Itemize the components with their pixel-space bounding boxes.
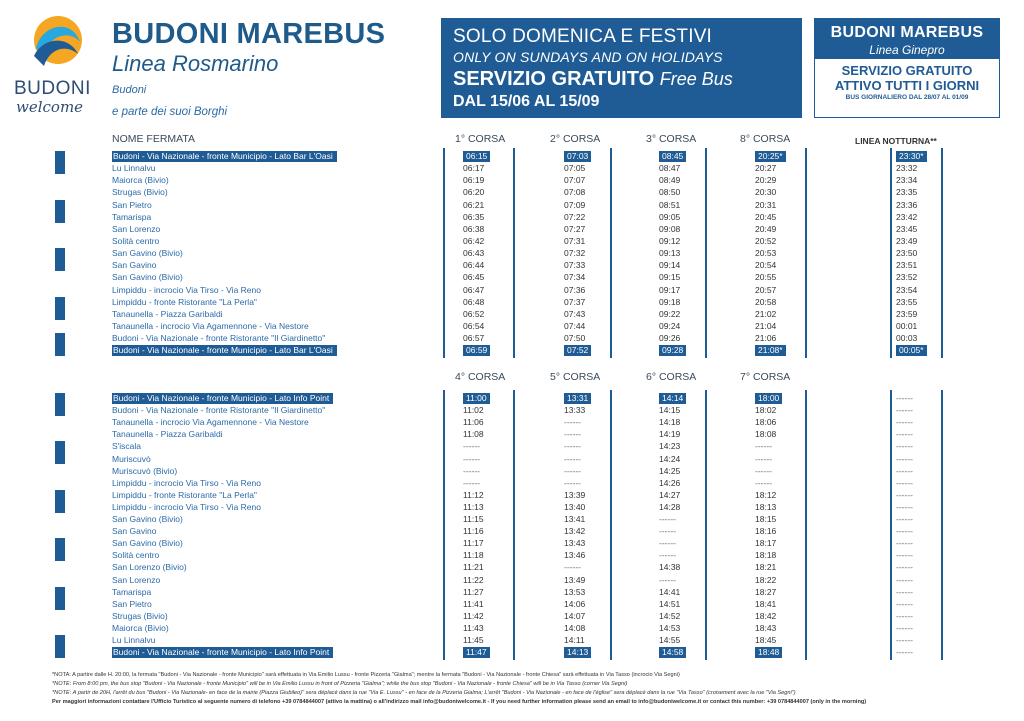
t2-time-cell: ------ bbox=[659, 574, 676, 585]
t2-time-cell: 14:08 bbox=[564, 622, 586, 633]
t2-time-cell: 11:43 bbox=[463, 622, 484, 633]
t2-stop-name: Strugas (Bivio) bbox=[112, 610, 168, 621]
t1-time-cell: 09:26 bbox=[659, 333, 681, 344]
t1-time-cell: 23:35 bbox=[896, 187, 918, 198]
t1-time-cell: 07:09 bbox=[564, 199, 586, 210]
t2-time-cell: 18:13 bbox=[755, 501, 777, 512]
t2-time-cell: ------ bbox=[896, 610, 913, 621]
t1-time-cell: 00:05* bbox=[896, 345, 927, 356]
t2-time-cell: 11:22 bbox=[463, 574, 484, 585]
ginepro-line: Linea Ginepro bbox=[815, 43, 999, 59]
t1-stop-name: San Lorenzo bbox=[112, 223, 161, 234]
t2-time-cell: ------ bbox=[659, 514, 676, 524]
t1-stop-name: Tanaunella - Piazza Garibaldi bbox=[112, 308, 223, 319]
t2-time-cell: 18:02 bbox=[755, 405, 777, 416]
night-line-header: LINEA NOTTURNA** bbox=[855, 136, 937, 146]
t2-time-cell: 13:53 bbox=[564, 586, 586, 597]
t2-time-cell: ------ bbox=[896, 441, 913, 452]
t2-time-cell: ------ bbox=[564, 465, 581, 476]
t2-time-cell: 14:24 bbox=[659, 453, 681, 464]
banner-free-en: Free Bus bbox=[659, 69, 733, 89]
t2-time-cell: 13:33 bbox=[564, 405, 586, 416]
stop-column-header: NOME FERMATA bbox=[112, 133, 196, 145]
t2-time-cell: 18:17 bbox=[755, 538, 777, 549]
t1-stop-name: San Gavino bbox=[112, 260, 157, 271]
t2-stop-name: Lu Linnalvu bbox=[112, 635, 156, 645]
line-name: Linea Rosmarino bbox=[112, 51, 279, 76]
t2-time-cell: ------ bbox=[463, 453, 480, 464]
t2-header-2: 5° CORSA bbox=[550, 371, 601, 383]
t2-stop-name: S'iscala bbox=[112, 441, 142, 452]
t2-row-marker bbox=[55, 393, 65, 416]
t2-stop-name: Budoni - Via Nazionale - fronte Ristorante "Il Giardinetto" bbox=[112, 405, 326, 416]
t1-time-cell: 06:42 bbox=[463, 235, 485, 246]
t2-time-cell: 18:12 bbox=[755, 489, 777, 500]
t2-time-cell: 18:42 bbox=[755, 610, 777, 621]
t1-row-marker bbox=[55, 151, 65, 174]
note-english: *NOTE: From 8:00 pm, the bus stop "Budoni - Via Nazionale - fronte Municipio" will be in Via Emilio Lussu in front of Pizzeria "Gialma"; while the bus stop "Budoni - Via Nazionale - fronte Chiesa" will be in Via Tasso (corner Via Segni) bbox=[52, 681, 628, 687]
t2-time-cell: 14:18 bbox=[659, 417, 681, 428]
t1-header-4: 8° CORSA bbox=[740, 133, 791, 145]
t1-time-cell: 20:29 bbox=[755, 175, 777, 186]
t1-time-cell: 20:31 bbox=[755, 199, 777, 210]
t2-time-cell: 11:21 bbox=[463, 562, 484, 573]
t2-time-cell: 13:39 bbox=[564, 489, 586, 500]
t2-row-marker bbox=[55, 490, 65, 513]
t1-stop-name: Tanaunella - incrocio Via Agamennone - Via Nestore bbox=[112, 320, 309, 331]
t2-time-cell: 18:27 bbox=[755, 586, 777, 597]
t2-time-cell: ------ bbox=[896, 526, 913, 537]
page-title: BUDONI MAREBUS bbox=[112, 18, 386, 50]
t1-row-marker bbox=[55, 333, 65, 356]
t2-time-cell: 14:15 bbox=[659, 405, 681, 416]
note-contact: Per maggiori informazioni contattare l'Ufficio Turistico al seguente numero di telefono +39 0784844007 (attivo la mattina) o all'indirizzo mail info@budoniwelcome.it - If you need further information please send an email to info@budoniwelcome.it or contact this number: +39 0784844007 (only in the morning) bbox=[52, 699, 867, 705]
t2-time-cell: ------ bbox=[896, 514, 913, 524]
t2-time-cell: ------ bbox=[896, 465, 913, 476]
t2-stop-name: San Gavino (Bivio) bbox=[112, 514, 183, 524]
t1-time-cell: 06:45 bbox=[463, 272, 485, 283]
t1-time-cell: 07:50 bbox=[564, 333, 586, 344]
t2-time-cell: ------ bbox=[755, 441, 772, 452]
t2-row-marker bbox=[55, 538, 65, 561]
t2-time-cell: 11:15 bbox=[463, 514, 484, 524]
t2-time-cell: ------ bbox=[896, 417, 913, 428]
banner-dates: DAL 15/06 AL 15/09 bbox=[453, 93, 600, 110]
t2-time-cell: 11:47 bbox=[463, 647, 490, 658]
t2-time-cell: ------ bbox=[755, 465, 772, 476]
t1-time-cell: 06:47 bbox=[463, 284, 485, 295]
t2-time-cell: 13:49 bbox=[564, 574, 586, 585]
banner-free-it: SERVIZIO GRATUITO bbox=[453, 68, 655, 90]
t2-time-cell: 11:18 bbox=[463, 550, 484, 561]
t2-time-cell: ------ bbox=[659, 538, 676, 549]
t2-stop-name: San Lorenzo bbox=[112, 574, 161, 585]
t2-time-cell: ------ bbox=[463, 477, 480, 488]
t2-time-cell: 11:06 bbox=[463, 417, 484, 428]
t1-time-cell: 09:28 bbox=[659, 345, 686, 356]
t2-time-cell: 11:16 bbox=[463, 526, 484, 537]
t2-time-cell: ------ bbox=[896, 393, 913, 403]
t1-time-cell: 06:43 bbox=[463, 248, 485, 259]
t2-time-cell: 11:12 bbox=[463, 489, 484, 500]
t1-time-cell: 23:42 bbox=[896, 211, 918, 222]
t1-time-cell: 07:05 bbox=[564, 163, 586, 174]
t2-time-cell: 11:02 bbox=[463, 405, 484, 416]
t1-time-cell: 09:08 bbox=[659, 223, 681, 234]
t1-time-cell: 07:34 bbox=[564, 272, 586, 283]
t2-time-cell: ------ bbox=[896, 622, 913, 633]
t1-time-cell: 20:25* bbox=[755, 151, 786, 162]
t2-row-marker bbox=[55, 635, 65, 658]
t1-time-cell: 07:27 bbox=[564, 223, 586, 234]
t2-time-cell: ------ bbox=[564, 441, 581, 452]
t1-time-cell: 21:04 bbox=[755, 320, 777, 331]
t1-row-marker bbox=[55, 200, 65, 223]
t1-stop-name: Solità centro bbox=[112, 235, 160, 246]
t1-time-cell: 09:12 bbox=[659, 235, 681, 246]
t2-time-cell: 18:15 bbox=[755, 514, 777, 524]
t1-stop-name: Maiorca (Bivio) bbox=[112, 175, 169, 186]
t1-time-cell: 06:35 bbox=[463, 211, 485, 222]
t1-column-divider bbox=[513, 148, 515, 358]
t1-time-cell: 23:51 bbox=[896, 260, 918, 271]
t1-time-cell: 09:18 bbox=[659, 296, 681, 307]
t1-time-cell: 23:45 bbox=[896, 223, 918, 234]
t2-time-cell: 14:13 bbox=[564, 647, 591, 658]
banner-days-en: ONLY ON SUNDAYS AND ON HOLIDAYS bbox=[453, 49, 723, 65]
t2-column-divider bbox=[890, 390, 892, 660]
t1-time-cell: 23:49 bbox=[896, 235, 918, 246]
t2-time-cell: 14:58 bbox=[659, 647, 686, 658]
t2-time-cell: 11:42 bbox=[463, 610, 484, 621]
t2-time-cell: ------ bbox=[755, 453, 772, 464]
t2-time-cell: 18:18 bbox=[755, 550, 777, 561]
t1-time-cell: 20:57 bbox=[755, 284, 777, 295]
t1-time-cell: 07:22 bbox=[564, 211, 586, 222]
t2-time-cell: 13:46 bbox=[564, 550, 586, 561]
t1-time-cell: 07:07 bbox=[564, 175, 586, 186]
t2-column-divider bbox=[513, 390, 515, 660]
t1-time-cell: 23:54 bbox=[896, 284, 918, 295]
t1-time-cell: 07:03 bbox=[564, 151, 591, 162]
t1-stop-name: Lu Linnalvu bbox=[112, 163, 156, 174]
t2-stop-name: San Pietro bbox=[112, 598, 152, 609]
t2-time-cell: ------ bbox=[896, 647, 913, 658]
t1-time-cell: 07:37 bbox=[564, 296, 586, 307]
t2-time-cell: 13:43 bbox=[564, 538, 586, 549]
t2-column-divider bbox=[705, 390, 707, 660]
t1-time-cell: 08:50 bbox=[659, 187, 681, 198]
t1-column-divider bbox=[443, 148, 445, 358]
t1-time-cell: 00:03 bbox=[896, 333, 918, 344]
ginepro-free-1: SERVIZIO GRATUITO bbox=[841, 63, 973, 78]
t2-header-3: 6° CORSA bbox=[646, 371, 697, 383]
t2-header-1: 4° CORSA bbox=[455, 371, 506, 383]
t2-stop-name: Budoni - Via Nazionale - fronte Municipio - Lato Info Point bbox=[112, 393, 333, 404]
t2-time-cell: 14:28 bbox=[659, 501, 681, 512]
t2-time-cell: 13:41 bbox=[564, 514, 586, 524]
t2-stop-name: Limpiddu - fronte Ristorante "La Perla" bbox=[112, 489, 257, 500]
t2-time-cell: 14:53 bbox=[659, 622, 681, 633]
t1-stop-name: Budoni - Via Nazionale - fronte Municipio - Lato Bar L'Oasi bbox=[112, 151, 337, 162]
t2-time-cell: 14:06 bbox=[564, 598, 586, 609]
t2-time-cell: 14:14 bbox=[659, 393, 686, 404]
t2-time-cell: 14:27 bbox=[659, 489, 681, 500]
t2-time-cell: 14:23 bbox=[659, 441, 681, 452]
note-italian: *NOTA: A partire dalle H. 20:00, la fermata "Budoni - Via Nazionale - fronte Municipio" sarà effettuata in Via Emilio Lussu - fronte Pizzeria "Gialma"; mentre la fermata "Budoni - Via Nazionale - fronte Chiesa" sarà effettuata in Via Tasso (incrocio Via Segni) bbox=[52, 672, 680, 678]
t2-stop-name: Tanaunella - incrocio Via Agamennone - Via Nestore bbox=[112, 417, 309, 428]
t2-time-cell: ------ bbox=[896, 574, 913, 585]
t1-time-cell: 23:52 bbox=[896, 272, 918, 283]
t2-stop-name: Tamarispa bbox=[112, 586, 152, 597]
t1-time-cell: 20:49 bbox=[755, 223, 777, 234]
t2-header-4: 7° CORSA bbox=[740, 371, 791, 383]
t1-time-cell: 21:06 bbox=[755, 333, 777, 344]
t1-time-cell: 08:45 bbox=[659, 151, 686, 162]
t2-time-cell: 11:45 bbox=[463, 635, 484, 645]
t2-stop-name: Budoni - Via Nazionale - fronte Municipio - Lato Info Point bbox=[112, 647, 333, 658]
t2-time-cell: ------ bbox=[896, 586, 913, 597]
t2-time-cell: 14:07 bbox=[564, 610, 586, 621]
t2-stop-name: Limpiddu - incrocio Via Tirso - Via Reno bbox=[112, 501, 261, 512]
t1-time-cell: 07:43 bbox=[564, 308, 586, 319]
t1-time-cell: 09:14 bbox=[659, 260, 681, 271]
borghi-label: e parte dei suoi Borghi bbox=[112, 106, 228, 118]
t2-stop-name: Solità centro bbox=[112, 550, 160, 561]
t2-time-cell: ------ bbox=[896, 598, 913, 609]
t2-time-cell: ------ bbox=[659, 550, 676, 561]
t2-time-cell: ------ bbox=[564, 417, 581, 428]
t1-time-cell: 20:30 bbox=[755, 187, 777, 198]
t2-time-cell: ------ bbox=[896, 635, 913, 645]
t2-time-cell: 14:55 bbox=[659, 635, 681, 645]
t1-time-cell: 00:01 bbox=[896, 320, 918, 331]
t1-stop-name: San Gavino (Bivio) bbox=[112, 272, 183, 283]
t2-time-cell: ------ bbox=[564, 453, 581, 464]
logo-name: BUDONI bbox=[14, 78, 91, 99]
t1-time-cell: 06:57 bbox=[463, 333, 485, 344]
t1-time-cell: 23:50 bbox=[896, 248, 918, 259]
t2-stop-name: San Lorenzo (Bivio) bbox=[112, 562, 187, 573]
t2-time-cell: 18:45 bbox=[755, 635, 777, 645]
t2-stop-name: San Gavino bbox=[112, 526, 157, 537]
t1-column-divider bbox=[805, 148, 807, 358]
t1-time-cell: 20:27 bbox=[755, 163, 777, 174]
t1-time-cell: 23:59 bbox=[896, 308, 918, 319]
t1-time-cell: 20:52 bbox=[755, 235, 777, 246]
t2-time-cell: ------ bbox=[564, 477, 581, 488]
t1-time-cell: 06:38 bbox=[463, 223, 485, 234]
t1-stop-name: San Gavino (Bivio) bbox=[112, 248, 183, 259]
t1-column-divider bbox=[890, 148, 892, 358]
t1-time-cell: 06:52 bbox=[463, 308, 485, 319]
t1-stop-name: Tamarispa bbox=[112, 211, 152, 222]
town-label: Budoni bbox=[112, 84, 147, 96]
t1-stop-name: Limpiddu - fronte Ristorante "La Perla" bbox=[112, 296, 257, 307]
t1-row-marker bbox=[55, 248, 65, 271]
t1-time-cell: 21:08* bbox=[755, 345, 786, 356]
ginepro-dates: BUS GIORNALIERO DAL 28/07 AL 01/09 bbox=[845, 94, 969, 101]
t2-time-cell: 18:16 bbox=[755, 526, 777, 537]
t1-time-cell: 20:53 bbox=[755, 248, 777, 259]
t2-stop-name: Limpiddu - incrocio Via Tirso - Via Reno bbox=[112, 477, 261, 488]
t1-header-2: 2° CORSA bbox=[550, 133, 601, 145]
t2-time-cell: 14:11 bbox=[564, 635, 585, 645]
t2-time-cell: 13:42 bbox=[564, 526, 586, 537]
t2-time-cell: ------ bbox=[659, 526, 676, 537]
t2-time-cell: 14:26 bbox=[659, 477, 681, 488]
t1-time-cell: 20:55 bbox=[755, 272, 777, 283]
t1-column-divider bbox=[705, 148, 707, 358]
t1-time-cell: 08:51 bbox=[659, 199, 681, 210]
t2-time-cell: 14:52 bbox=[659, 610, 681, 621]
t2-column-divider bbox=[610, 390, 612, 660]
t2-time-cell: ------ bbox=[896, 489, 913, 500]
t1-header-1: 1° CORSA bbox=[455, 133, 506, 145]
t2-stop-name: Maiorca (Bivio) bbox=[112, 622, 169, 633]
t2-time-cell: 11:17 bbox=[463, 538, 484, 549]
t1-time-cell: 06:17 bbox=[463, 163, 485, 174]
t1-time-cell: 23:34 bbox=[896, 175, 918, 186]
t1-time-cell: 06:59 bbox=[463, 345, 490, 356]
t1-stop-name: Budoni - Via Nazionale - fronte Ristorante "Il Giardinetto" bbox=[112, 333, 326, 344]
t1-header-3: 3° CORSA bbox=[646, 133, 697, 145]
t1-row-marker bbox=[55, 297, 65, 320]
ginepro-free-2: ATTIVO TUTTI I GIORNI bbox=[834, 78, 980, 93]
t2-time-cell: 11:00 bbox=[463, 393, 490, 404]
t1-time-cell: 20:45 bbox=[755, 211, 777, 222]
t1-time-cell: 06:20 bbox=[463, 187, 485, 198]
t1-time-cell: 09:17 bbox=[659, 284, 681, 295]
ginepro-title: BUDONI MAREBUS bbox=[815, 19, 999, 43]
t2-time-cell: 18:21 bbox=[755, 562, 777, 573]
t1-column-divider bbox=[941, 148, 943, 358]
t2-time-cell: ------ bbox=[463, 465, 480, 476]
t2-column-divider bbox=[805, 390, 807, 660]
ginepro-banner bbox=[814, 18, 1000, 118]
t1-time-cell: 06:44 bbox=[463, 260, 485, 271]
t2-time-cell: 18:22 bbox=[755, 574, 777, 585]
t2-time-cell: 14:38 bbox=[659, 562, 681, 573]
t2-column-divider bbox=[941, 390, 943, 660]
t2-time-cell: 18:08 bbox=[755, 429, 777, 440]
t1-time-cell: 07:44 bbox=[564, 320, 586, 331]
t1-time-cell: 06:54 bbox=[463, 320, 485, 331]
t2-time-cell: 11:13 bbox=[463, 501, 484, 512]
t2-time-cell: 18:43 bbox=[755, 622, 777, 633]
t1-time-cell: 23:55 bbox=[896, 296, 918, 307]
t2-stop-name: Muriscuvò bbox=[112, 453, 151, 464]
t1-time-cell: 06:19 bbox=[463, 175, 485, 186]
t1-time-cell: 23:32 bbox=[896, 163, 918, 174]
t2-time-cell: ------ bbox=[564, 562, 581, 573]
t2-time-cell: ------ bbox=[896, 538, 913, 549]
t1-time-cell: 09:05 bbox=[659, 211, 681, 222]
t2-time-cell: 14:51 bbox=[659, 598, 681, 609]
wave-logo-icon bbox=[28, 12, 84, 74]
budoni-welcome-logo bbox=[14, 12, 98, 116]
t2-time-cell: ------ bbox=[755, 477, 772, 488]
banner-days-it: SOLO DOMENICA E FESTIVI bbox=[453, 26, 713, 47]
t1-time-cell: 23:36 bbox=[896, 199, 918, 210]
t1-time-cell: 07:32 bbox=[564, 248, 586, 259]
t2-column-divider bbox=[443, 390, 445, 660]
t2-time-cell: 18:41 bbox=[755, 598, 777, 609]
t1-time-cell: 07:52 bbox=[564, 345, 591, 356]
t2-row-marker bbox=[55, 441, 65, 464]
t2-time-cell: 13:40 bbox=[564, 501, 586, 512]
footer-notes bbox=[52, 671, 1012, 707]
t2-stop-name: San Gavino (Bivio) bbox=[112, 538, 183, 549]
t1-time-cell: 09:15 bbox=[659, 272, 681, 283]
note-french: *NOTE: A partir de 20H, l'arrêt du bus "Budoni - Via Nazionale- en face de la mairie (Piazza Giubileo)" sera déplacé dans la rue "Via E. Lussu" - en face de la Pizzeria Gialma; L'arrêt "Budoni - Via Nazionale - en face de l'église" sera déplacé dans la rue "Via Tasso" (croisement avec la rue "Via Segni") bbox=[52, 690, 796, 696]
schedule-banner bbox=[441, 18, 802, 118]
t2-time-cell: 11:41 bbox=[463, 598, 484, 609]
t2-time-cell: ------ bbox=[896, 405, 913, 416]
t2-stop-name: Tanaunella - Piazza Garibaldi bbox=[112, 429, 223, 440]
t1-time-cell: 06:21 bbox=[463, 199, 485, 210]
t2-time-cell: ------ bbox=[896, 562, 913, 573]
t1-time-cell: 20:54 bbox=[755, 260, 777, 271]
t1-column-divider bbox=[610, 148, 612, 358]
t1-stop-name: Limpiddu - incrocio Via Tirso - Via Reno bbox=[112, 284, 261, 295]
t2-time-cell: 13:31 bbox=[564, 393, 591, 404]
t2-time-cell: 18:00 bbox=[755, 393, 782, 404]
t1-time-cell: 21:02 bbox=[755, 308, 777, 319]
t1-time-cell: 20:58 bbox=[755, 296, 777, 307]
t2-time-cell: 11:27 bbox=[463, 586, 484, 597]
t2-time-cell: ------ bbox=[896, 453, 913, 464]
t1-stop-name: Strugas (Bivio) bbox=[112, 187, 168, 198]
t2-time-cell: 14:41 bbox=[659, 586, 681, 597]
t1-time-cell: 09:13 bbox=[659, 248, 681, 259]
t1-time-cell: 08:47 bbox=[659, 163, 681, 174]
t1-time-cell: 09:22 bbox=[659, 308, 681, 319]
logo-tagline: welcome bbox=[16, 98, 84, 116]
t2-row-marker bbox=[55, 587, 65, 610]
t2-time-cell: ------ bbox=[564, 429, 581, 440]
t2-stop-name: Muriscuvò (Bivio) bbox=[112, 465, 178, 476]
t1-time-cell: 09:24 bbox=[659, 320, 681, 331]
t2-time-cell: ------ bbox=[896, 429, 913, 440]
t2-time-cell: ------ bbox=[463, 441, 480, 452]
t1-time-cell: 06:48 bbox=[463, 296, 485, 307]
t2-time-cell: 11:08 bbox=[463, 429, 484, 440]
t1-stop-name: Budoni - Via Nazionale - fronte Municipio - Lato Bar L'Oasi bbox=[112, 345, 337, 356]
t2-time-cell: 14:25 bbox=[659, 465, 681, 476]
t1-time-cell: 08:49 bbox=[659, 175, 681, 186]
t2-time-cell: ------ bbox=[896, 550, 913, 561]
banner-free-service bbox=[453, 68, 790, 91]
t2-time-cell: ------ bbox=[896, 477, 913, 488]
t2-time-cell: 18:48 bbox=[755, 647, 782, 658]
t1-time-cell: 07:31 bbox=[564, 235, 586, 246]
t1-time-cell: 23:30* bbox=[896, 151, 927, 162]
t2-time-cell: 18:06 bbox=[755, 417, 777, 428]
t1-time-cell: 07:33 bbox=[564, 260, 586, 271]
t2-time-cell: ------ bbox=[896, 501, 913, 512]
t1-time-cell: 07:36 bbox=[564, 284, 586, 295]
t1-stop-name: San Pietro bbox=[112, 199, 152, 210]
t1-time-cell: 06:15 bbox=[463, 151, 490, 162]
t1-time-cell: 07:08 bbox=[564, 187, 586, 198]
t2-time-cell: 14:19 bbox=[659, 429, 681, 440]
